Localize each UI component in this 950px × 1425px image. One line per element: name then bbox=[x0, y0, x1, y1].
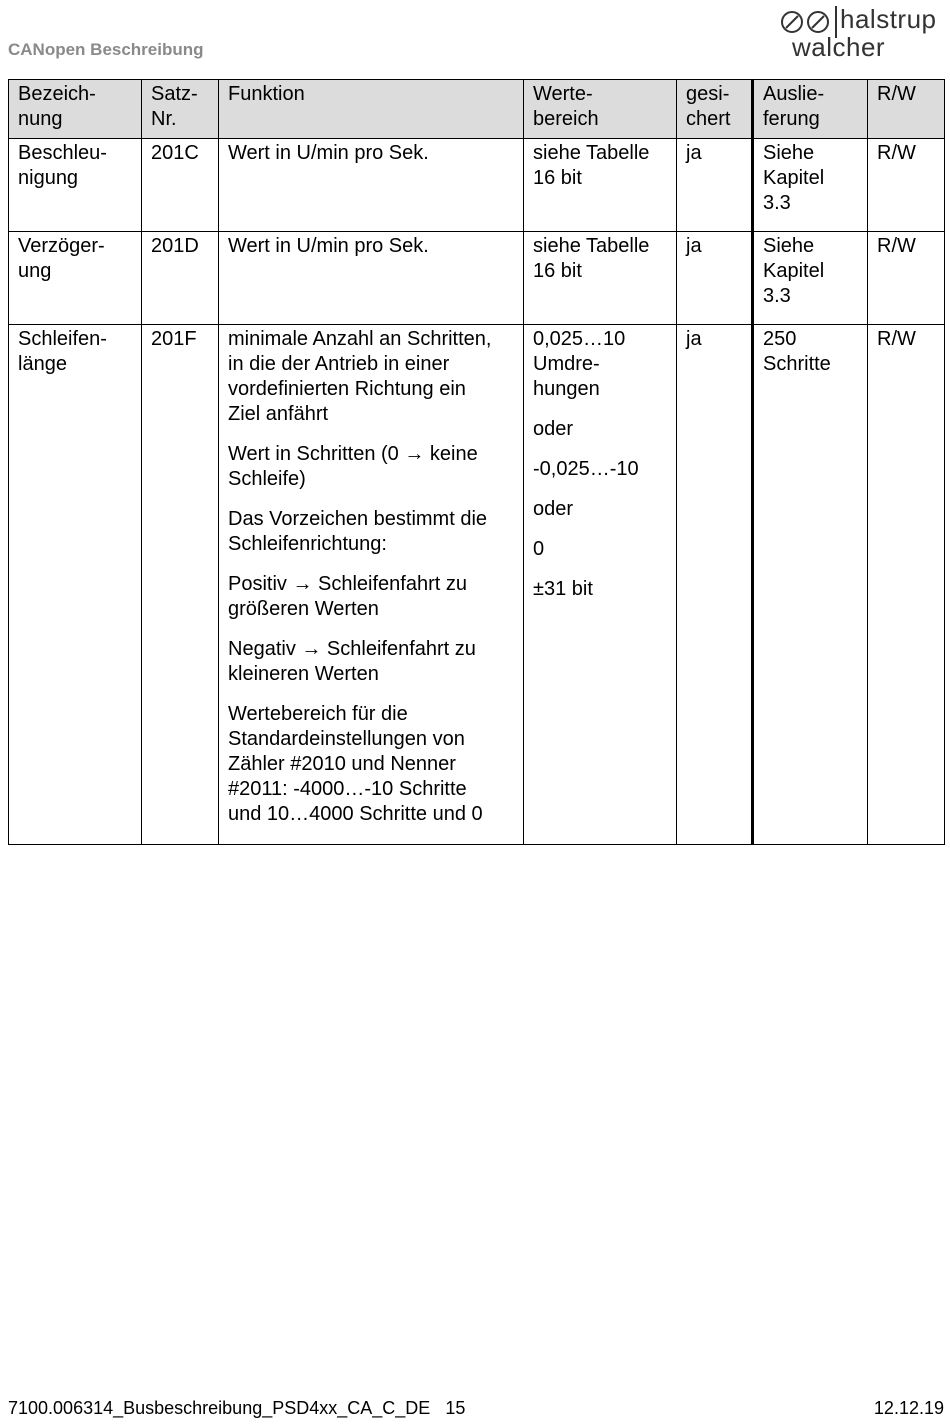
cell-wertebereich bbox=[524, 139, 677, 232]
wertebereich-paragraph: oder bbox=[533, 418, 574, 440]
column-header: Funktion bbox=[219, 80, 524, 139]
table-row bbox=[9, 325, 945, 845]
cell-funktion bbox=[219, 232, 524, 325]
footer-page-number: 15 bbox=[445, 1398, 466, 1418]
cell-gesichert: ja bbox=[677, 139, 753, 232]
wertebereich-paragraph: ±31 bit bbox=[533, 578, 593, 600]
funktion-paragraph: Wertebereich für die Standardeinstellungen von Zähler #2010 und Nenner #2011: -4000…-10 Schritte und 10…4000 Schritte und 0 bbox=[228, 703, 483, 825]
cell-satz-nr: 201D bbox=[142, 232, 219, 325]
column-header: Auslie- ferung bbox=[753, 80, 868, 139]
funktion-paragraph: Wert in U/min pro Sek. bbox=[228, 235, 429, 257]
column-header: R/W bbox=[868, 80, 945, 139]
funktion-paragraph: Wert in Schritten (0 → keine Schleife) bbox=[228, 443, 478, 490]
cell-funktion bbox=[219, 139, 524, 232]
footer-date: 12.12.19 bbox=[873, 1398, 944, 1418]
cell-bezeichnung: Verzöger- ung bbox=[9, 232, 142, 325]
wertebereich-paragraph: siehe Tabelle 16 bit bbox=[533, 235, 650, 282]
cell-rw: R/W bbox=[868, 325, 945, 845]
cell-bezeichnung: Schleifen- länge bbox=[9, 325, 142, 845]
cell-satz-nr: 201F bbox=[142, 325, 219, 845]
wertebereich-paragraph: oder bbox=[533, 498, 574, 520]
funktion-paragraph: Das Vorzeichen bestimmt die Schleifenrichtung: bbox=[228, 508, 488, 555]
column-header: Werte- bereich bbox=[524, 80, 677, 139]
table-row bbox=[9, 232, 945, 325]
table-row bbox=[9, 139, 945, 232]
wertebereich-paragraph: siehe Tabelle 16 bit bbox=[533, 142, 650, 189]
column-header: Satz- Nr. bbox=[142, 80, 219, 139]
cell-auslieferung: Siehe Kapitel 3.3 bbox=[753, 139, 868, 232]
cell-rw: R/W bbox=[868, 232, 945, 325]
table-header-row bbox=[9, 80, 945, 139]
funktion-paragraph: Positiv → Schleifenfahrt zu größeren Werten bbox=[228, 573, 467, 620]
cell-gesichert: ja bbox=[677, 232, 753, 325]
wertebereich-paragraph: -0,025…-10 bbox=[533, 458, 639, 480]
cell-wertebereich bbox=[524, 325, 677, 845]
funktion-paragraph: Wert in U/min pro Sek. bbox=[228, 142, 429, 164]
funktion-paragraph: minimale Anzahl an Schritten, in die der Antrieb in einer vordefinierten Richtung ein Ziel anfährt bbox=[228, 328, 492, 425]
cell-auslieferung: Siehe Kapitel 3.3 bbox=[753, 232, 868, 325]
halstrup-walcher-logo bbox=[778, 4, 946, 62]
cell-funktion bbox=[219, 325, 524, 845]
footer-doc-id: 7100.006314_Busbeschreibung_PSD4xx_CA_C_DE bbox=[8, 1398, 431, 1418]
logo-text-walcher: walcher bbox=[792, 32, 886, 62]
canopen-object-table bbox=[8, 79, 945, 845]
cell-satz-nr: 201C bbox=[142, 139, 219, 232]
document-header-title: CANopen Beschreibung bbox=[8, 40, 204, 59]
footer-doc-info bbox=[8, 1398, 465, 1419]
cell-gesichert: ja bbox=[677, 325, 753, 845]
funktion-paragraph: Negativ → Schleifenfahrt zu kleineren Werten bbox=[228, 638, 476, 685]
wertebereich-paragraph: 0,025…10 Umdre- hungen bbox=[533, 328, 626, 400]
wertebereich-paragraph: 0 bbox=[533, 538, 545, 560]
cell-bezeichnung: Beschleu- nigung bbox=[9, 139, 142, 232]
cell-auslieferung: 250 Schritte bbox=[753, 325, 868, 845]
logo-mark-icon bbox=[778, 10, 834, 34]
column-header: gesi- chert bbox=[677, 80, 753, 139]
cell-rw: R/W bbox=[868, 139, 945, 232]
cell-wertebereich bbox=[524, 232, 677, 325]
logo-text-halstrup: halstrup bbox=[840, 4, 937, 34]
column-header: Bezeich- nung bbox=[9, 80, 142, 139]
